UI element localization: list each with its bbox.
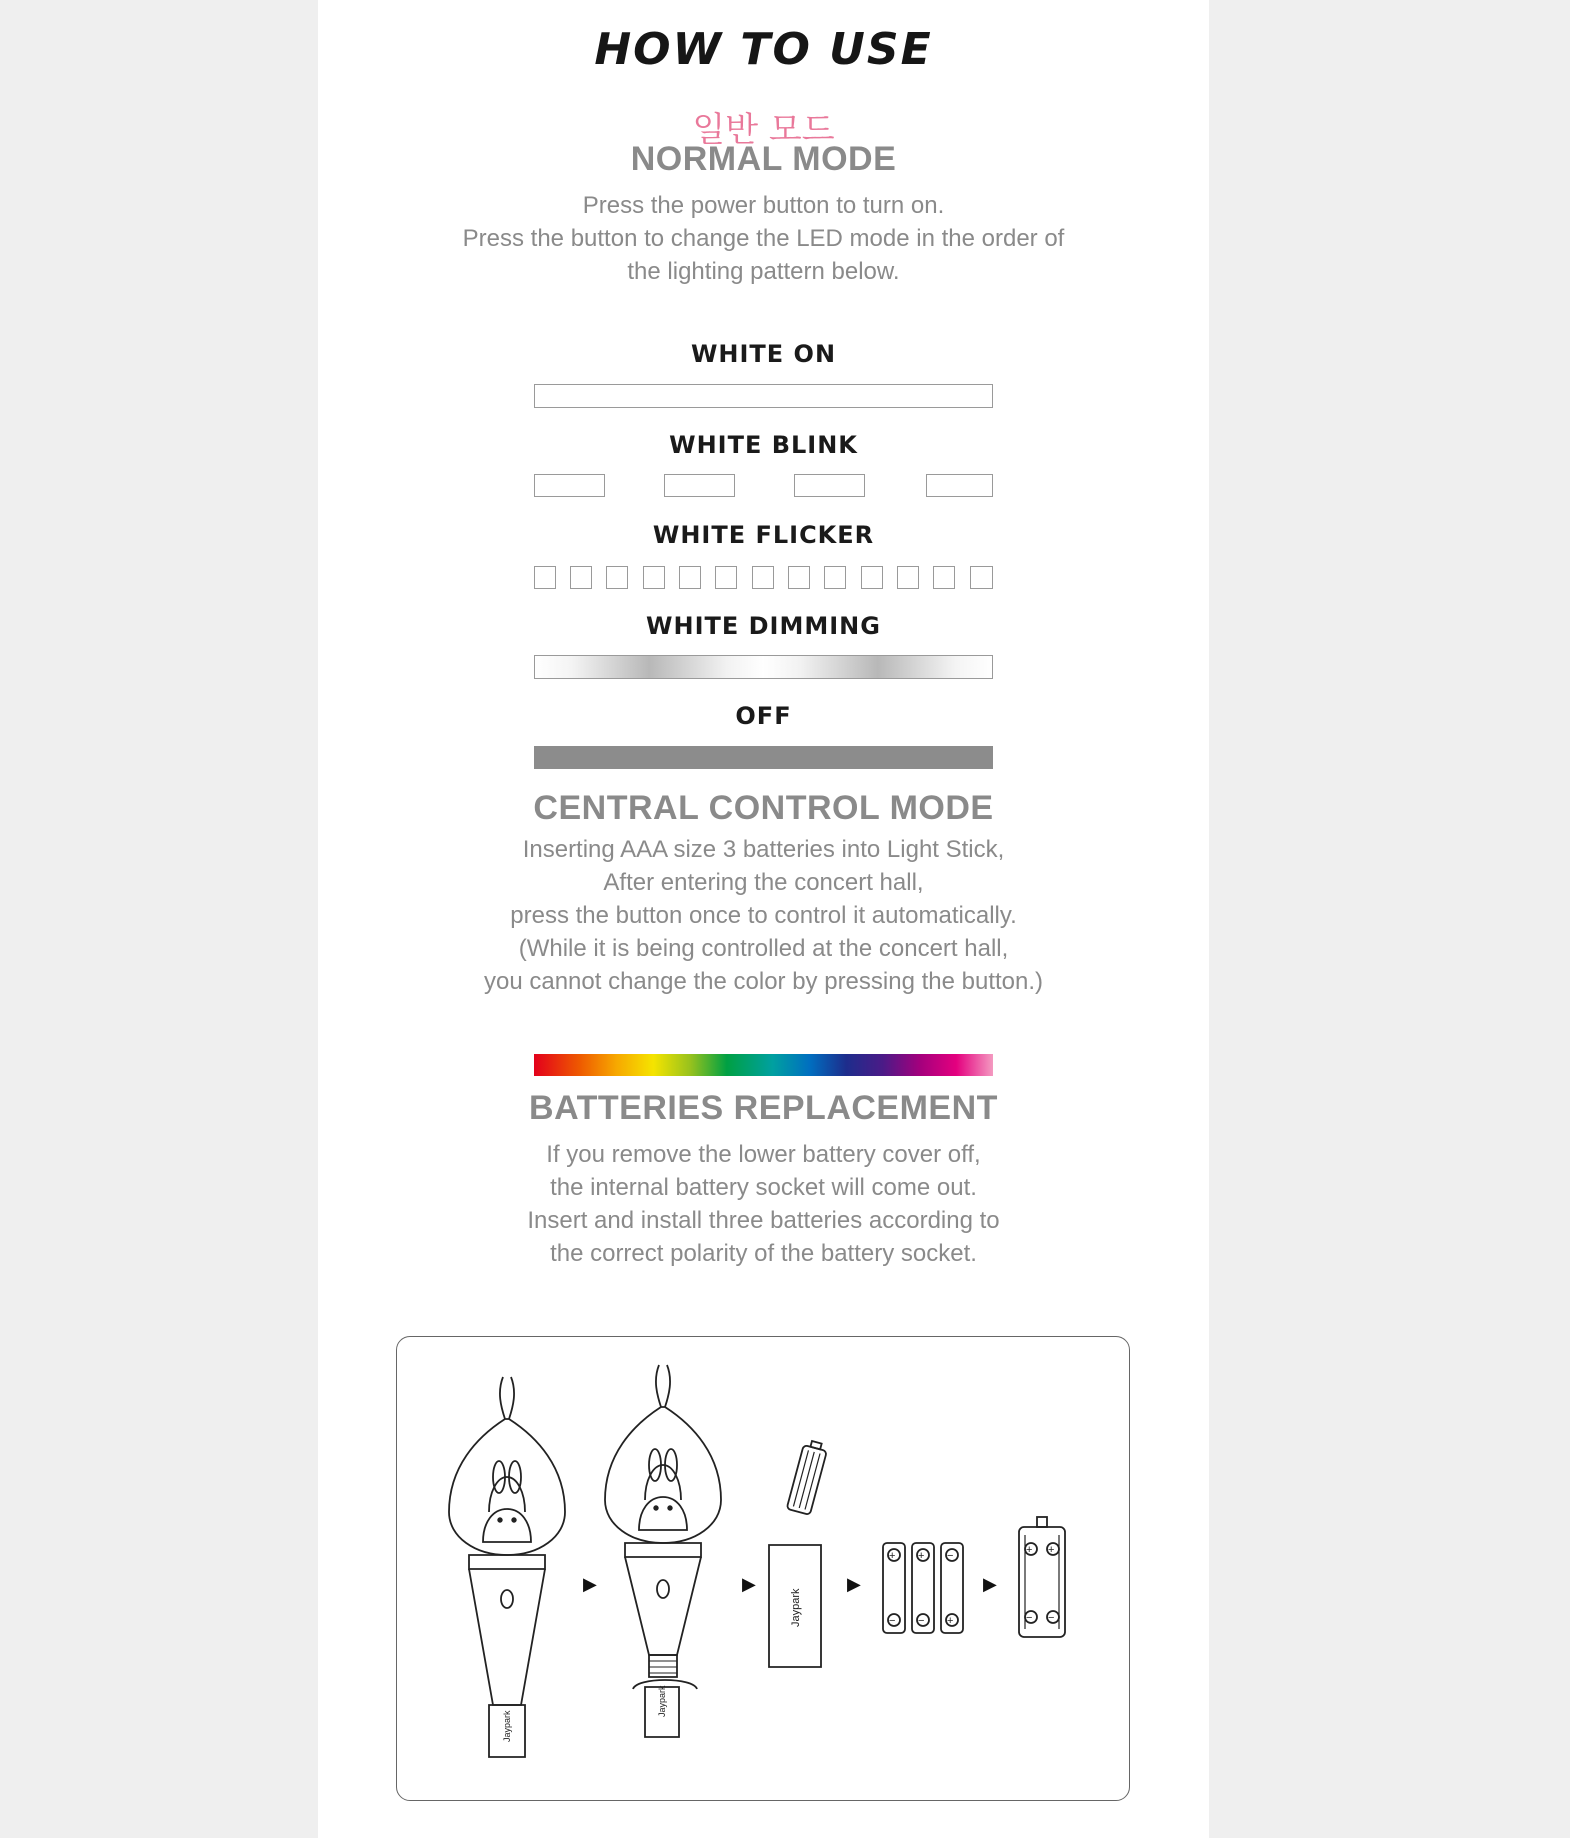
step-arrow-icon: ▶ <box>583 1574 597 1594</box>
battery-plus-icon: + <box>918 1550 925 1562</box>
flicker-segment <box>970 566 993 589</box>
aaa-batteries <box>883 1543 963 1633</box>
pattern-label-off: OFF <box>735 702 792 730</box>
flicker-segment <box>897 566 919 589</box>
korean-subtitle: 일반 모드 <box>692 110 835 150</box>
battery-replacement-illustration <box>396 1336 1130 1801</box>
battery-plus-icon: + <box>1026 1544 1033 1556</box>
central-control-line: After entering the concert hall, <box>603 869 924 896</box>
step-arrow-icon: ▶ <box>742 1574 756 1594</box>
flicker-segment <box>534 566 556 589</box>
batteries-line: Insert and install three batteries according to <box>527 1207 1000 1234</box>
batteries-line: the internal battery socket will come out. <box>550 1174 977 1201</box>
flicker-segment <box>715 566 737 589</box>
battery-minus-icon: − <box>1048 1612 1055 1624</box>
step-arrow-icon: ▶ <box>847 1574 861 1594</box>
pattern-bar-white-on <box>534 384 993 408</box>
battery-minus-icon: − <box>918 1615 925 1627</box>
blink-segment <box>534 474 605 497</box>
flicker-segment <box>679 566 701 589</box>
pattern-label-white-blink: WHITE BLINK <box>669 431 858 459</box>
flicker-segment <box>824 566 846 589</box>
normal-mode-line: the lighting pattern below. <box>627 258 900 285</box>
brand-text: Jaypark <box>790 1588 802 1627</box>
flicker-segment <box>933 566 955 589</box>
pattern-bar-white-dimming <box>534 655 993 679</box>
light-stick-opening <box>605 1365 721 1737</box>
flicker-segment <box>606 566 628 589</box>
blink-segment <box>794 474 865 497</box>
illustration-svg <box>397 1337 1129 1800</box>
normal-mode-line: Press the button to change the LED mode in the order of <box>462 225 1065 252</box>
flicker-segment <box>570 566 592 589</box>
rainbow-color-bar <box>534 1054 993 1076</box>
pattern-label-white-flicker: WHITE FLICKER <box>652 521 875 549</box>
blink-segment <box>664 474 735 497</box>
normal-mode-description <box>318 189 1209 288</box>
battery-minus-icon: − <box>947 1550 954 1562</box>
pattern-label-white-dimming: WHITE DIMMING <box>646 612 881 640</box>
pattern-bar-off <box>534 746 993 769</box>
socket-with-batteries <box>1019 1517 1065 1637</box>
battery-minus-icon: − <box>1026 1612 1033 1624</box>
normal-mode-heading: NORMAL MODE <box>630 140 897 178</box>
flicker-segment <box>643 566 665 589</box>
batteries-line: If you remove the lower battery cover off, <box>546 1141 981 1168</box>
brand-text: Jaypark <box>657 1685 667 1717</box>
battery-plus-icon: + <box>947 1615 954 1627</box>
central-control-line: you cannot change the color by pressing the button.) <box>483 968 1044 995</box>
page-title: HOW TO USE <box>594 24 933 75</box>
how-to-use-page <box>318 0 1209 1838</box>
normal-mode-line: Press the power button to turn on. <box>582 192 945 219</box>
flicker-row <box>534 566 993 589</box>
battery-plus-icon: + <box>1048 1544 1055 1556</box>
blink-segment <box>926 474 993 497</box>
central-control-line: press the button once to control it automatically. <box>510 902 1017 929</box>
central-control-heading: CENTRAL CONTROL MODE <box>533 789 994 827</box>
battery-plus-icon: + <box>889 1550 896 1562</box>
central-control-line: Inserting AAA size 3 batteries into Light Stick, <box>522 836 1005 863</box>
pattern-label-white-on: WHITE ON <box>690 340 837 368</box>
flicker-segment <box>861 566 883 589</box>
batteries-heading: BATTERIES REPLACEMENT <box>529 1089 998 1127</box>
flicker-segment <box>752 566 774 589</box>
step-arrow-icon: ▶ <box>983 1574 997 1594</box>
batteries-line: the correct polarity of the battery socket. <box>550 1240 977 1267</box>
brand-text: Jaypark <box>502 1710 512 1742</box>
flicker-segment <box>788 566 810 589</box>
handle-and-socket <box>769 1439 828 1667</box>
central-control-description <box>318 833 1209 998</box>
batteries-description <box>318 1138 1209 1270</box>
battery-minus-icon: − <box>889 1615 896 1627</box>
central-control-line: (While it is being controlled at the concert hall, <box>518 935 1009 962</box>
light-stick-assembled <box>449 1377 565 1757</box>
